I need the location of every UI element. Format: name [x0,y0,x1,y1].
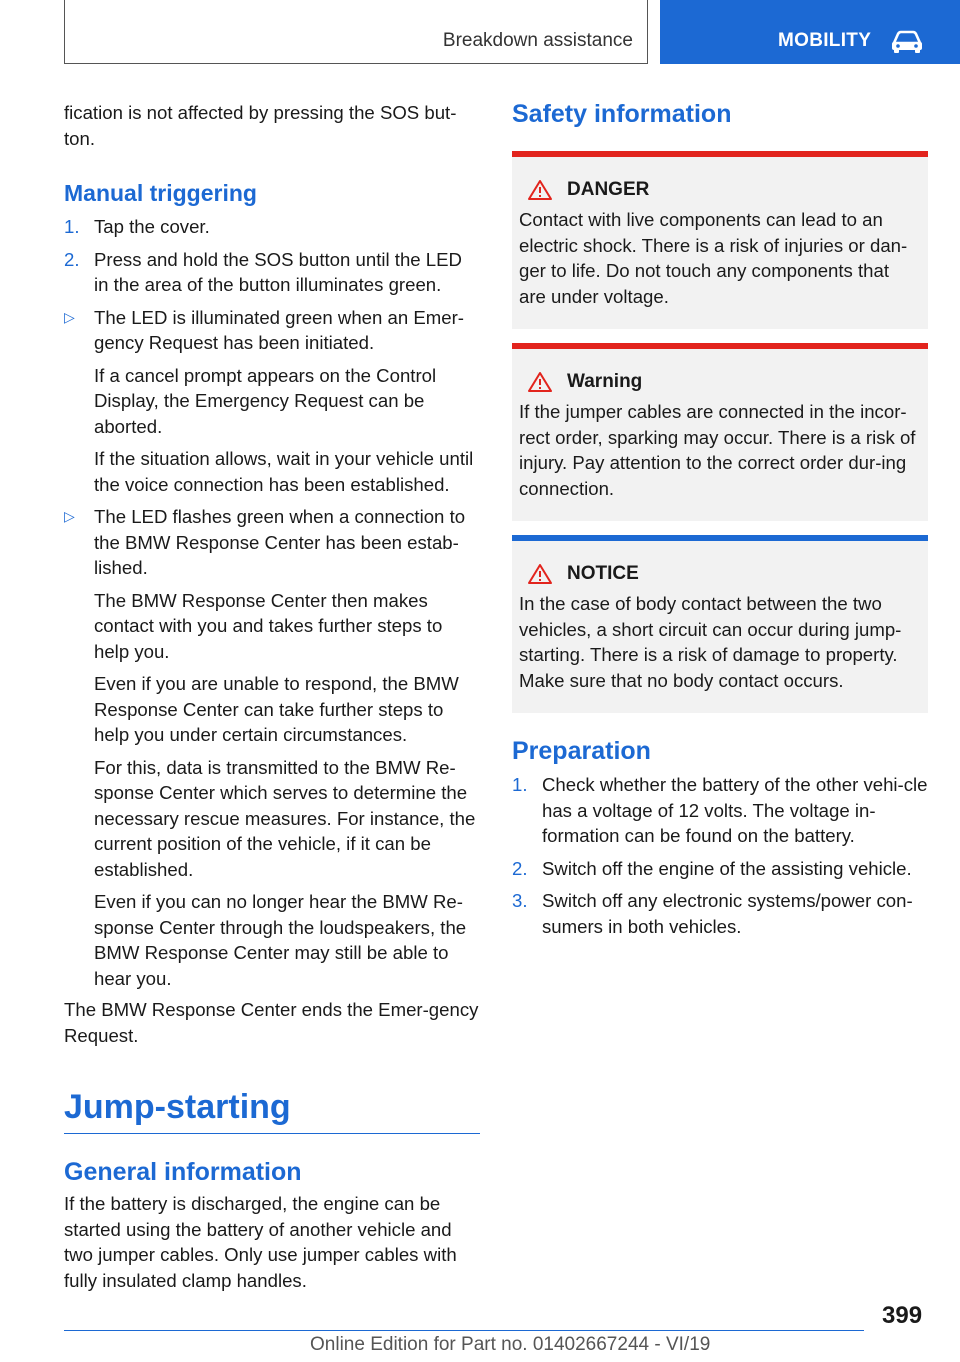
step-text: Switch off any electronic systems/power con-sumers in both vehicles. [542,890,913,937]
result-paragraph: Even if you are unable to respond, the BMW Response Center can take further steps to help you under certain circumstances. [94,673,459,745]
warning-triangle-icon [527,179,553,201]
heading-rule [64,1133,480,1134]
warning-triangle-icon [527,371,553,393]
danger-box [512,151,928,329]
step-text: Press and hold the SOS button until the LED in the area of the button illuminates green. [94,248,462,295]
footer-rule [64,1330,864,1331]
right-column [512,100,928,939]
result-paragraph: If a cancel prompt appears on the Control Display, the Emergency Request can be aborted. [94,364,437,437]
chapter-tab [660,0,960,64]
warning-title: Warning [567,371,643,392]
result-item [64,305,480,498]
manual-triggering-steps [64,214,480,991]
page-number: 399 [882,1302,923,1329]
step-text: Tap the cover. [94,216,210,237]
result-item [64,504,480,991]
result-marker: ▷ [64,308,75,325]
safety-information-heading: Safety information [512,100,732,128]
warning-triangle-icon [527,563,553,585]
list-item [512,888,928,939]
step-number: 2. [512,857,528,879]
step-number: 2. [64,248,80,270]
manual-triggering-heading: Manual triggering [64,180,257,206]
warning-text: In the case of body contact between the two vehicles, a short circuit can occur during jump-starting. There is a risk of damage to property. Make sure that no body contact occurs. [519,593,902,691]
general-information-text: If the battery is discharged, the engine can be started using the battery of another vehicle and two jumper cables. Only use jumper cables with fully insulated clamp handles. [64,1193,457,1291]
warning-box [512,343,928,521]
result-paragraph: The LED is illuminated green when an Emer-gency Request has been initiated. [94,306,464,353]
list-item [512,856,928,882]
step-number: 1. [512,774,528,795]
general-information-heading: General information [64,1158,302,1186]
edition-footer: Online Edition for Part no. 01402667244 - VI/19 [310,1334,711,1355]
warning-title: NOTICE [567,563,639,584]
step-text: Check whether the battery of the other vehi-cle has a voltage of 12 volts. The voltage in-formation can be found on the battery. [542,774,928,846]
jump-starting-heading: Jump-starting [64,1088,291,1126]
result-paragraph: Even if you can no longer hear the BMW Re-sponse Center through the loudspeakers, the BMW Response Center may still be able to hear you. [94,891,467,989]
chapter-tab-label: MOBILITY [778,30,872,51]
warning-title: DANGER [567,179,650,200]
running-header [64,0,648,64]
result-paragraph: For this, data is transmitted to the BMW Re-sponse Center which serves to determine the necessary rescue measures. For instance, the current position of the vehicle, if it can be established. [94,756,476,880]
preparation-steps [512,772,928,939]
section-title: Breakdown assistance [442,30,633,51]
result-marker: ▷ [64,508,75,524]
notice-box [512,535,928,713]
warning-text: Contact with live components can lead to an electric shock. There is a risk of injuries or dan-ger to life. Do not touch any components that are under voltage. [519,209,908,307]
car-icon [890,28,924,54]
list-item [64,247,480,298]
closing-paragraph: The BMW Response Center ends the Emer-gency Request. [64,999,479,1046]
continued-paragraph: fication is not affected by pressing the SOS but-ton. [64,102,457,149]
preparation-heading: Preparation [512,737,651,765]
left-column [64,100,480,1293]
step-number: 1. [64,216,80,237]
warning-text: If the jumper cables are connected in the incor-rect order, sparking may occur. There is a risk of injury. Pay attention to the correct order dur-ing connection. [519,401,916,499]
result-paragraph: If the situation allows, wait in your vehicle until the voice connection has been established. [94,448,474,495]
result-paragraph: The LED flashes green when a connection to the BMW Response Center has been estab-lished. [94,506,466,578]
step-text: Switch off the engine of the assisting vehicle. [542,857,912,879]
list-item [64,214,480,240]
step-number: 3. [512,890,528,911]
result-paragraph: The BMW Response Center then makes contact with you and takes further steps to help you. [94,589,443,662]
list-item [512,772,928,849]
